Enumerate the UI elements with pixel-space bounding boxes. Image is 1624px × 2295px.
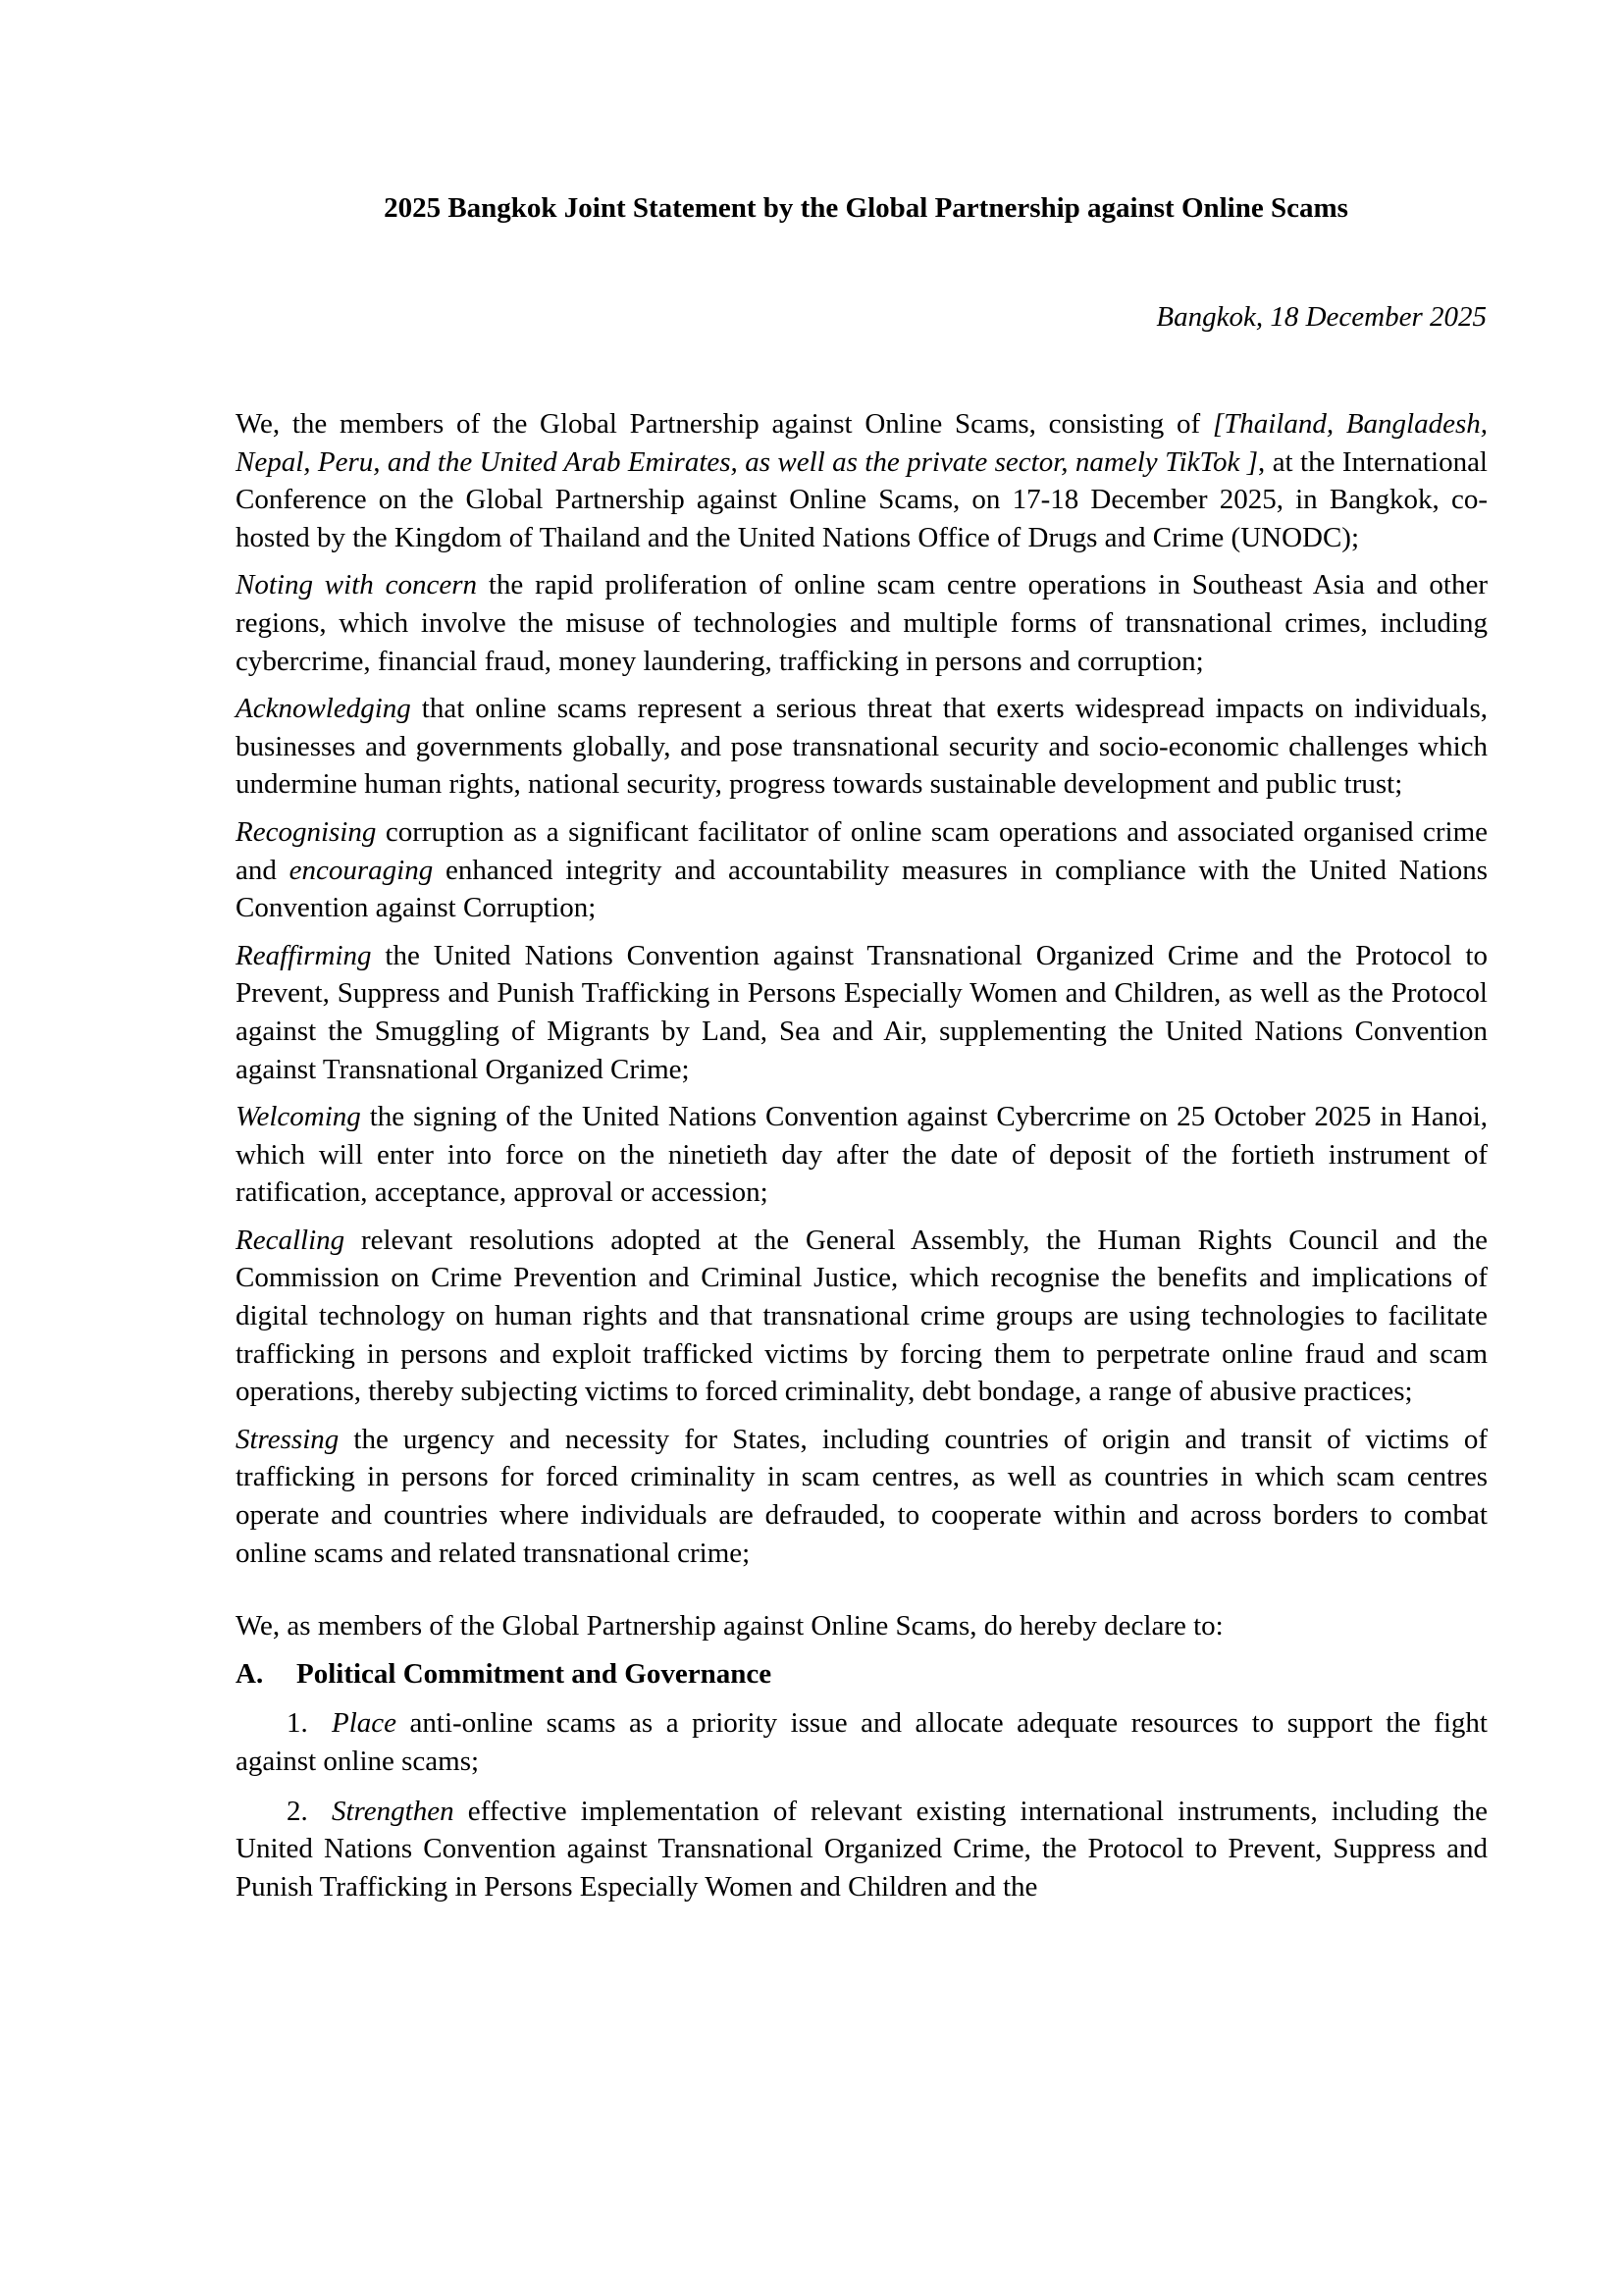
item-number: 2. (287, 1795, 308, 1827)
item-text: effective implementation of relevant existing international instruments, including the United Nations Convention against Transnational Organized Crime, the Protocol to Prevent, Suppress and Punish Trafficking in Persons Especially Women and Children and the (236, 1795, 1488, 1903)
commitment-item-1 (236, 1704, 1488, 1780)
paragraph-text: enhanced integrity and accountability measures in compliance with the United Nations Convention against Corruption; (236, 854, 1488, 924)
paragraph-text: the signing of the United Nations Convention against Cybercrime on 25 October 2025 in Hanoi, which will enter into force on the ninetieth day after the date of deposit of the fortieth instrument of ratification, acceptance, approval or accession; (236, 1101, 1488, 1209)
member-list-italic: [Thailand, Bangladesh, Nepal, Peru, and the United Arab Emirates, as well as the private sector, namely TikTok ] (236, 408, 1488, 478)
preamble-paragraph-stressing (236, 1421, 1488, 1572)
document-body (236, 405, 1488, 1917)
declaration-statement: We, as members of the Global Partnership against Online Scams, do hereby declare to: (236, 1610, 1224, 1643)
section-letter: A. (236, 1657, 264, 1690)
paragraph-text: the rapid proliferation of online scam centre operations in Southeast Asia and other regions, which involve the misuse of technologies and multiple forms of transnational crimes, including cybercrime, financial fraud, money laundering, trafficking in persons and corruption; (236, 569, 1488, 677)
lead-phrase: Welcoming (236, 1101, 361, 1133)
inline-italic-phrase: encouraging (288, 854, 434, 886)
lead-verb: Place (332, 1707, 397, 1740)
paragraph-text: the urgency and necessity for States, including countries of origin and transit of victims of trafficking in persons for forced criminality in scam centres, as well as countries in which scam centres operate and countries where individuals are defrauded, to cooperate within and across borders to combat online scams and related transnational crime; (236, 1423, 1488, 1569)
item-text: anti-online scams as a priority issue and allocate adequate resources to support the fight against online scams; (236, 1707, 1488, 1777)
place-date: Bangkok, 18 December 2025 (1156, 301, 1487, 333)
section-title: Political Commitment and Governance (296, 1657, 772, 1690)
item-number: 1. (287, 1707, 308, 1740)
paragraph-text: the United Nations Convention against Transnational Organized Crime and the Protocol to Prevent, Suppress and Punish Trafficking in Persons Especially Women and Children, as well as the Protocol against the Smuggling of Migrants by Land, Sea and Air, supplementing the United Nations Convention against Transnational Organized Crime; (236, 939, 1488, 1085)
lead-phrase: Acknowledging (236, 693, 411, 725)
paragraph-text: that online scams represent a serious threat that exerts widespread impacts on individuals, businesses and governments globally, and pose transnational security and socio-economic challenges which undermine human rights, national security, progress towards sustainable development and public trust; (236, 693, 1488, 801)
preamble-paragraph-welcoming (236, 1098, 1488, 1212)
lead-phrase: Recognising (236, 815, 377, 848)
lead-phrase: Recalling (236, 1224, 345, 1256)
preamble-paragraph-recalling (236, 1222, 1488, 1411)
lead-phrase: Noting with concern (236, 569, 477, 601)
preamble-paragraph-acknowledging (236, 690, 1488, 804)
preamble-paragraph-recognising (236, 813, 1488, 927)
paragraph-text: , at the International Conference on the Global Partnership against Online Scams, on 17-18 December 2025, in Bangkok, co-hosted by the Kingdom of Thailand and the United Nations Office of Drugs and Crime (UNODC); (236, 445, 1488, 553)
commitment-item-2 (236, 1793, 1488, 1906)
preamble-paragraph-reaffirming (236, 937, 1488, 1088)
lead-phrase: Reaffirming (236, 939, 372, 971)
preamble-paragraph-members (236, 405, 1488, 556)
section-heading-a (236, 1655, 1488, 1694)
preamble-paragraph-noting (236, 566, 1488, 680)
paragraph-text: corruption as a significant facilitator of online scam operations and associated organised crime and (236, 815, 1488, 886)
paragraph-text: We, the members of the Global Partnership against Online Scams, consisting of (236, 408, 1213, 440)
document-title: 2025 Bangkok Joint Statement by the Global Partnership against Online Scams (384, 192, 1348, 224)
paragraph-text: relevant resolutions adopted at the General Assembly, the Human Rights Council and the Commission on Crime Prevention and Criminal Justice, which recognise the benefits and implications of digital technology on human rights and that transnational crime groups are using technologies to facilitate trafficking in persons and exploit trafficked victims by forcing them to perpetrate online fraud and scam operations, thereby subjecting victims to forced criminality, debt bondage, a range of abusive practices; (236, 1224, 1488, 1408)
lead-phrase: Stressing (236, 1423, 340, 1455)
lead-verb: Strengthen (332, 1795, 454, 1827)
